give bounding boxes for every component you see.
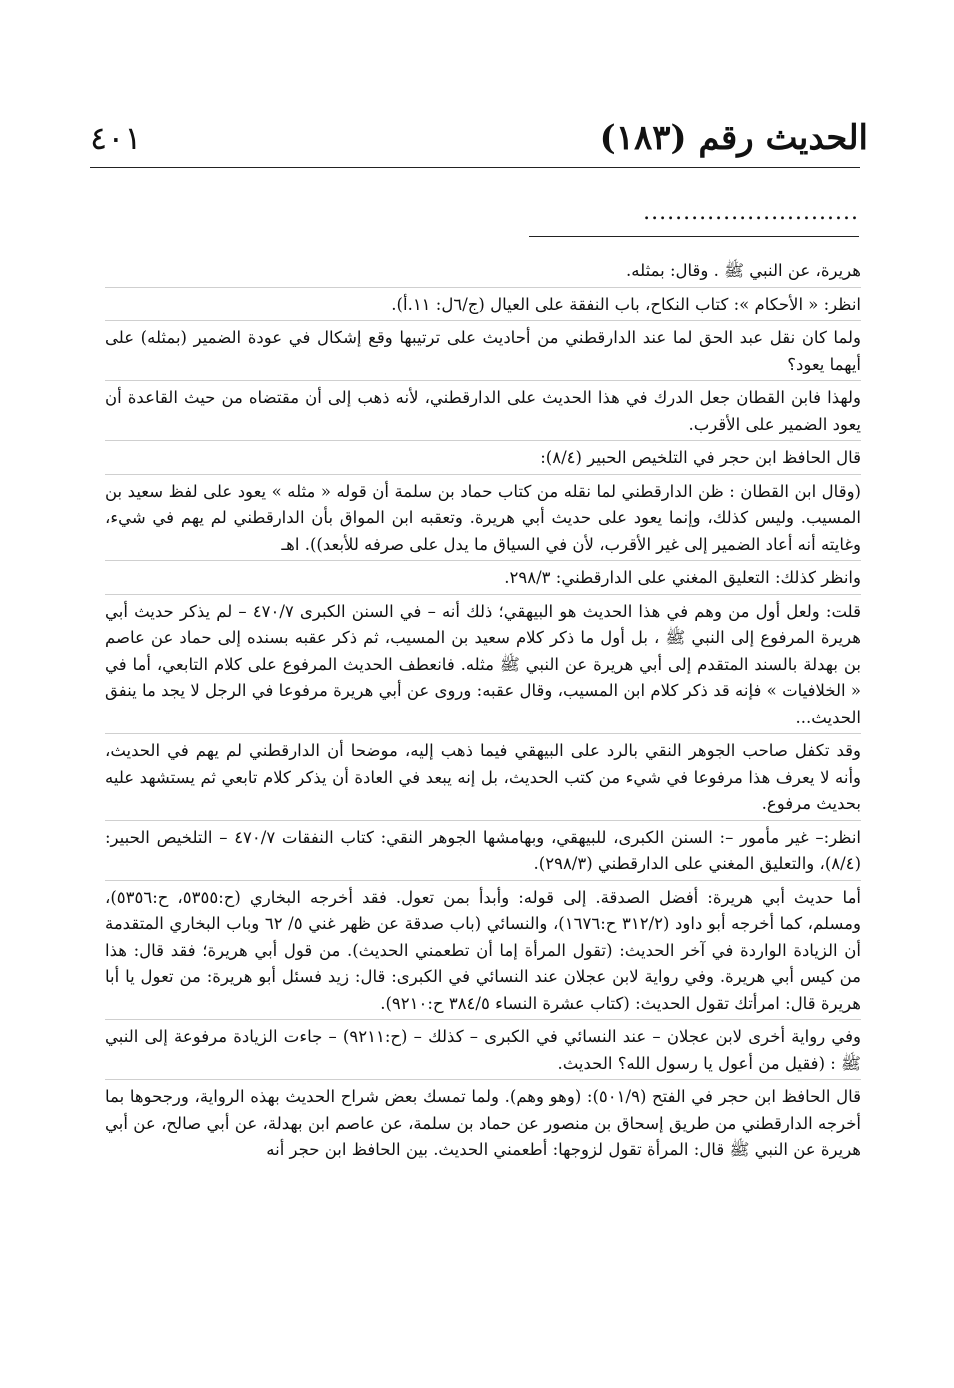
page-title: الحديث رقم (١٨٣) [599, 118, 868, 158]
paragraph: انظر:– غير مأمور –: السنن الكبرى، للبيهقي، وبهامشها الجوهر النقي: كتاب النفقات ٤٧٠/٧ – التلخيص الحبير: (٨/٤)، والتعليق المغني على الدارقطني (٢٩٨/٣). [105, 825, 861, 881]
paragraph: وفي رواية أخرى لابن عجلان – عند النسائي في الكبرى – كذلك – (ح:٩٢١١) – جاءت الزيادة مرفوعة إلى النبي ﷺ : (فقيل من أعول يا رسول الله؟ الحديث. [105, 1024, 861, 1080]
page-header [90, 112, 868, 164]
paragraph: قال الحافظ ابن حجر في التلخيص الحبير (٨/٤): [105, 445, 861, 475]
paragraph: ولهذا فابن القطان جعل الدرك في هذا الحديث على الدارقطني، لأنه ذهب إلى أن مقتضاه من حيث القاعدة أن يعود الضمير على الأقرب. [105, 385, 861, 441]
paragraph: قلت: ولعل أول من وهم في هذا الحديث هو البيهقي؛ ذلك أنه – في السنن الكبرى ٤٧٠/٧ – لم يذكر حديث أبي هريرة المرفوع إلى النبي ﷺ ، بل أول ما ذكر كلام سعيد بن المسيب، ثم ذكر عقبه بسنده إلى حماد عن عاصم بن بهدلة بالسند المتقدم إلى أبي هريرة عن النبي ﷺ مثله. فانعطف الحديث المرفوع على كلام التابعي، أما في « الخلافيات » فإنه قد ذكر كلام ابن المسيب، وقال عقبه: وروى عن أبي هريرة مرفوعا في الرجل لا يجد ما ينفق الحديث... [105, 599, 861, 735]
paragraph: وقد تكفل صاحب الجوهر النقي بالرد على البيهقي فيما ذهب إليه، موضحا أن الدارقطني لم يهم في الحديث، وأنه لا يعرف هذا مرفوعا في شيء من كتب الحديث، بل إنه يبعد في العادة أن يذكر كلام تابعي ثم يستشهد عليه بحديث مرفوع. [105, 738, 861, 821]
paragraph: وانظر كذلك: التعليق المغني على الدارقطني: ٢٩٨/٣. [105, 565, 861, 595]
page-number: ٤٠١ [90, 119, 142, 157]
paragraph: هريرة، عن النبي ﷺ . وقال: بمثله. [105, 258, 861, 288]
header-divider [90, 167, 860, 168]
paragraph: انظر: « الأحكام »: كتاب النكاح، باب النفقة على العيال (ج/٦ل: ١١.أ). [105, 292, 861, 322]
paragraph: (وقال ابن القطان : ظن الدارقطني لما نقله من كتاب حماد بن سلمة أن قوله « مثله » يعود على لفظ سعيد بن المسيب. وليس كذلك، وإنما يعود على حديث أبي هريرة. وتعقبه ابن المواق بأن الدارقطني لم يهم في شيء، وغايته أنه أعاد الضمير إلى غير الأقرب، لأن في السياق ما يدل على صرفه للأبعد)). اهـ [105, 479, 861, 562]
paragraph: قال الحافظ ابن حجر في الفتح (٥٠١/٩): (وهو وهم). ولما تمسك بعض شراح الحديث بهذه الرواية، ورجحوها بما أخرجه الدارقطني من طريق إسحاق بن منصور عن حماد بن سلمة، عن عاصم ابن بهدلة، عن أبي صالح، عن أبي هريرة عن النبي ﷺ قال: المرأة تقول لزوجها: أطعمني الحديث. بين الحافظ ابن حجر أنه [105, 1087, 861, 1159]
body-text [105, 258, 861, 1170]
footnote-dots: ........................... [643, 200, 859, 225]
paragraph: أما حديث أبي هريرة: أفضل الصدقة. إلى قوله: وأبدأ بمن تعول. فقد أخرجه البخاري (ح:٥٣٥٥، ح:٥٣٥٦)، ومسلم، كما أخرجه أبو داود (٣١٢/٢ ح:١٦٧٦)، والنسائي (باب صدقة عن ظهر غني ٥/ ٦٢ وباب البخاري المتقدمة أن الزيادة الواردة في آخر الحديث: (تقول المرأة إما أن تطعمني الحديث). من قول أبي هريرة؛ فقد قال: هذا من كيس أبي هريرة. وفي رواية لابن عجلان عند النسائي في الكبرى: قال: زيد فسئل أبو هريرة: من تعول يا أبا هريرة قال: امرأتك تقول الحديث: (كتاب عشرة النساء ٣٨٤/٥ ح:٩٢١٠). [105, 885, 861, 1021]
footnote-divider [529, 236, 859, 237]
paragraph: ولما كان نقل عبد الحق لما عند الدارقطني من أحاديث على ترتيبها وقع إشكال في عودة الضمير (بمثله) على أيهما يعود؟ [105, 325, 861, 381]
